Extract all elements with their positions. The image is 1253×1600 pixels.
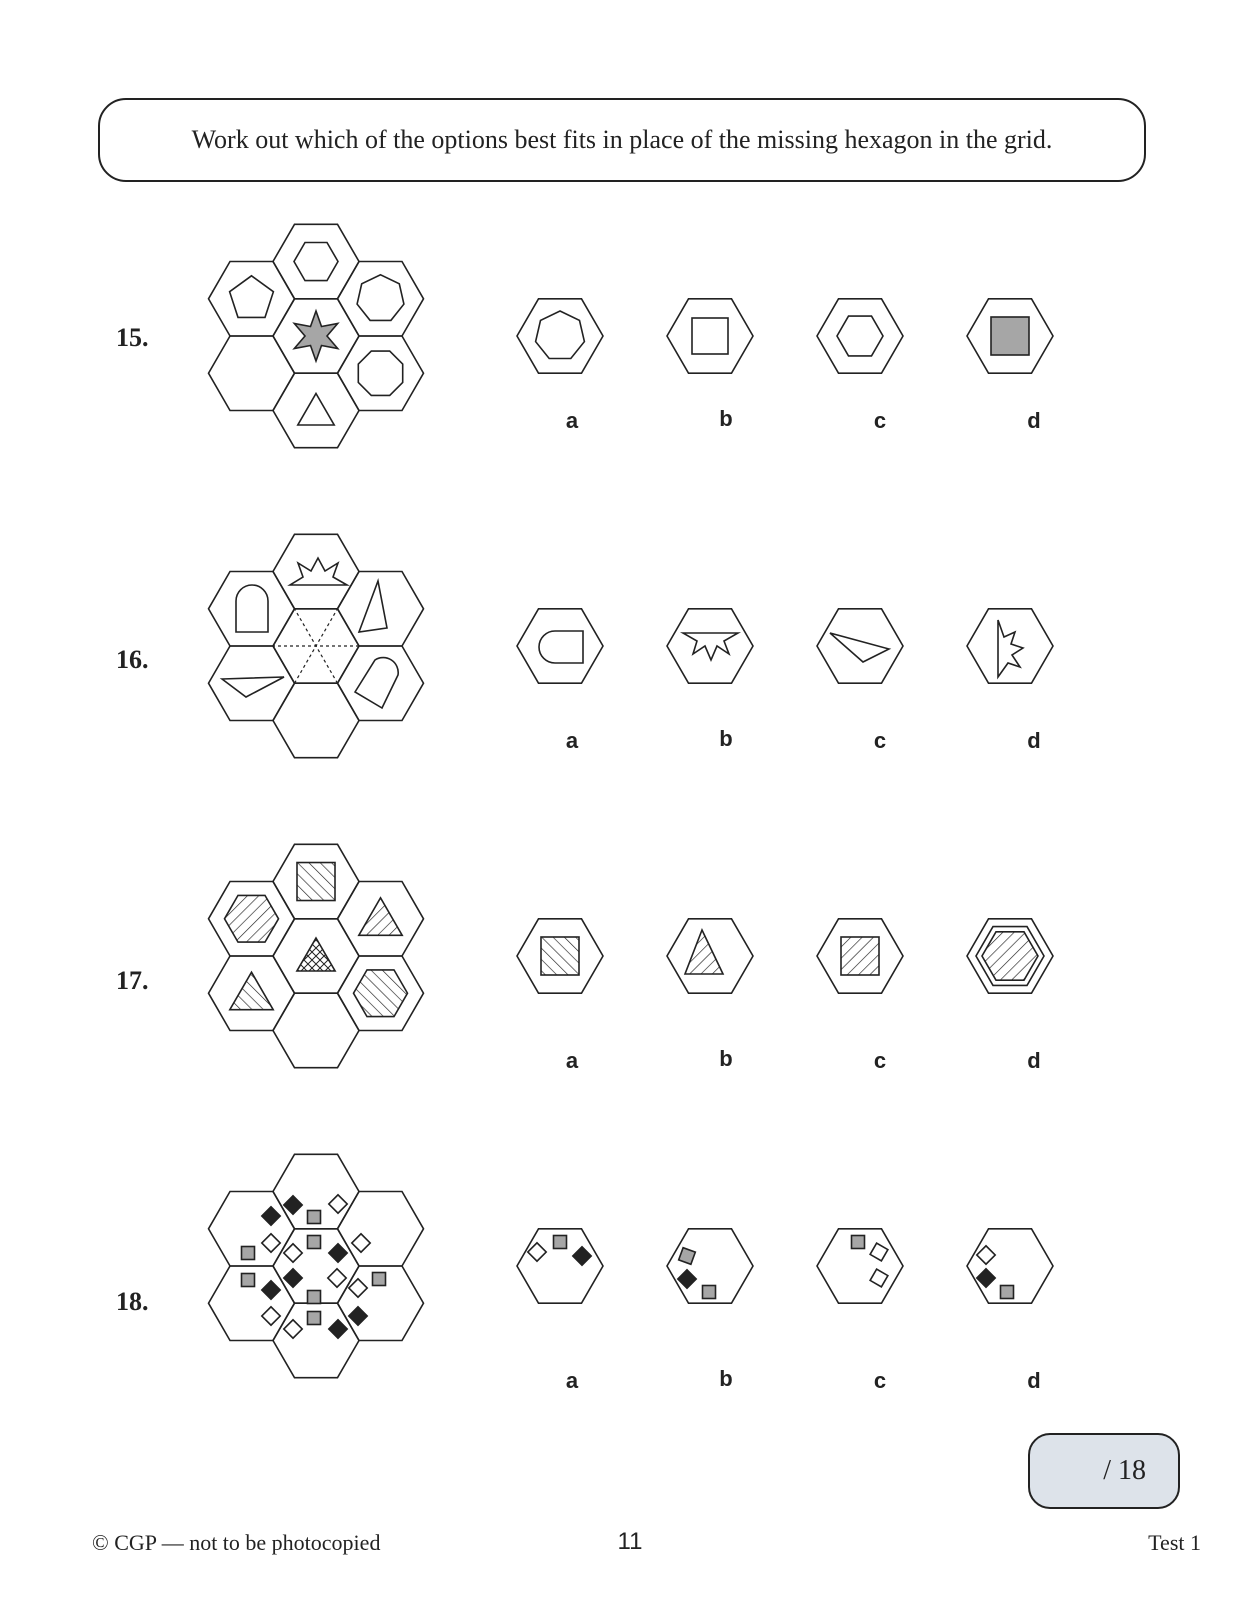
option-17-c[interactable]: c xyxy=(873,1048,887,1073)
q17-option-b-triangle xyxy=(685,930,723,974)
q18-option-a-black-square xyxy=(573,1247,591,1265)
q16-hex-top xyxy=(273,534,359,609)
q15-option-d-grey-square xyxy=(991,317,1029,355)
q16-option-b-hex xyxy=(667,609,753,683)
q15-hex-ul xyxy=(209,262,295,337)
q16-hex-ur xyxy=(338,572,424,647)
q18-hex-ur xyxy=(338,1192,424,1267)
q15-option-c-hex xyxy=(817,299,903,373)
q16-option-a-hex xyxy=(517,609,603,683)
q16-option-a-arch xyxy=(539,631,583,663)
q15-hexagon-shape xyxy=(294,243,338,281)
q18-square-21 xyxy=(308,1291,321,1304)
q17-option-d-hatched-hexagon xyxy=(982,932,1038,980)
q18-square-3 xyxy=(308,1211,321,1224)
q16-option-d-burst xyxy=(998,620,1023,677)
q18-square-8 xyxy=(329,1244,347,1262)
q17-hatched-hexagon xyxy=(225,895,279,942)
q18-square-0 xyxy=(262,1207,280,1225)
q18-square-17 xyxy=(284,1320,302,1338)
q17-crosshatched-triangle xyxy=(297,938,335,971)
q16-tilted-arch-shape xyxy=(355,658,398,708)
copyright-notice: © CGP — not to be photocopied xyxy=(92,1530,381,1555)
instruction-text: Work out which of the options best fits in place of the missing hexagon in the grid. xyxy=(191,125,1053,154)
q15-option-a-heptagon xyxy=(536,311,585,359)
q15-option-b-square xyxy=(692,318,728,354)
q17-option-c-square xyxy=(841,937,879,975)
q18-option-c-grey-square xyxy=(852,1236,865,1249)
q17-hatched-triangle-lower xyxy=(230,972,273,1010)
score-text: / 18 xyxy=(1103,1455,1146,1486)
q16-hex-ul xyxy=(209,572,295,647)
q17-hatched-square xyxy=(297,863,335,901)
q17-option-a-square xyxy=(541,937,579,975)
option-18-b[interactable]: b xyxy=(719,1366,733,1391)
q18-option-c-white-square-2 xyxy=(870,1269,888,1287)
question-number-17: 17. xyxy=(116,966,149,995)
q18-option-b-grey-square-2 xyxy=(703,1286,716,1299)
score-box xyxy=(1028,1433,1180,1509)
option-16-c[interactable]: c xyxy=(873,728,887,753)
q15-hex-bottom xyxy=(273,373,359,448)
q15-hex-lr xyxy=(338,336,424,411)
q18-square-4 xyxy=(242,1247,255,1260)
q18-square-12 xyxy=(284,1269,302,1287)
q18-option-d-white-square xyxy=(977,1246,995,1264)
option-16-b[interactable]: b xyxy=(719,726,733,751)
q15-octagon-shape xyxy=(358,351,402,395)
q18-option-b-grey-square xyxy=(679,1248,696,1265)
q16-option-c-triangle xyxy=(830,633,889,662)
option-15-b[interactable]: b xyxy=(719,406,733,431)
option-18-d[interactable]: d xyxy=(1027,1368,1041,1393)
option-18-a[interactable]: a xyxy=(565,1368,579,1393)
q18-square-5 xyxy=(262,1234,280,1252)
q18-square-7 xyxy=(308,1236,321,1249)
q15-hex-top xyxy=(273,224,359,298)
test-label: Test 1 xyxy=(1148,1530,1201,1555)
q18-square-2 xyxy=(329,1195,347,1213)
question-number-16: 16. xyxy=(116,645,149,674)
q16-tall-triangle-shape xyxy=(359,581,387,632)
q15-pentagon-shape xyxy=(230,276,274,318)
q15-star-shape xyxy=(294,311,337,361)
q15-option-c-hexagon xyxy=(837,316,883,356)
q15-heptagon-shape xyxy=(357,275,404,321)
q16-arch-shape xyxy=(236,585,268,632)
q18-square-19 xyxy=(329,1320,347,1338)
q16-hex-ll xyxy=(209,646,295,721)
question-number-18: 18. xyxy=(116,1287,149,1316)
option-15-d[interactable]: d xyxy=(1027,408,1041,433)
q16-hex-bottom xyxy=(273,683,359,758)
q16-burst-shape xyxy=(290,558,347,585)
q18-square-10 xyxy=(242,1274,255,1287)
q18-square-18 xyxy=(308,1312,321,1325)
q16-option-b-burst xyxy=(683,633,738,660)
q15-hex-ur xyxy=(338,262,424,337)
q18-square-11 xyxy=(262,1281,280,1299)
q17-hatched-hexagon-lower xyxy=(354,970,408,1017)
q15-option-b-hex xyxy=(667,299,753,373)
option-17-d[interactable]: d xyxy=(1027,1048,1041,1073)
option-15-a[interactable]: a xyxy=(565,408,579,433)
q18-option-a-white-square xyxy=(528,1243,546,1261)
option-16-d[interactable]: d xyxy=(1027,728,1041,753)
q18-option-d-black-square xyxy=(977,1269,995,1287)
option-15-c[interactable]: c xyxy=(873,408,887,433)
option-16-a[interactable]: a xyxy=(565,728,579,753)
q17-hatched-triangle xyxy=(359,898,402,936)
q16-triangle-shape xyxy=(222,677,284,697)
q15-triangle-shape xyxy=(298,394,334,426)
q18-square-6 xyxy=(284,1244,302,1262)
option-17-a[interactable]: a xyxy=(565,1048,579,1073)
q18-square-1 xyxy=(284,1196,302,1214)
question-number-15: 15. xyxy=(116,323,149,352)
q15-option-a-hex xyxy=(517,299,603,373)
option-18-c[interactable]: c xyxy=(873,1368,887,1393)
q18-square-9 xyxy=(352,1234,370,1252)
q18-square-14 xyxy=(349,1279,367,1297)
q18-option-c-white-square xyxy=(870,1243,888,1261)
q18-square-16 xyxy=(262,1307,280,1325)
page-number: 11 xyxy=(617,1528,643,1555)
option-17-b[interactable]: b xyxy=(719,1046,733,1071)
q18-square-13 xyxy=(328,1269,346,1287)
q16-option-c-hex xyxy=(817,609,903,683)
q18-square-15 xyxy=(373,1273,386,1286)
q18-square-20 xyxy=(349,1307,367,1325)
q15-hex-ll xyxy=(209,336,295,411)
q16-option-d-hex xyxy=(967,609,1053,683)
q18-option-d-grey-square xyxy=(1001,1286,1014,1299)
q17-hex-bottom xyxy=(273,993,359,1067)
q18-option-a-grey-square xyxy=(554,1236,567,1249)
q18-option-b-black-square xyxy=(678,1270,696,1288)
